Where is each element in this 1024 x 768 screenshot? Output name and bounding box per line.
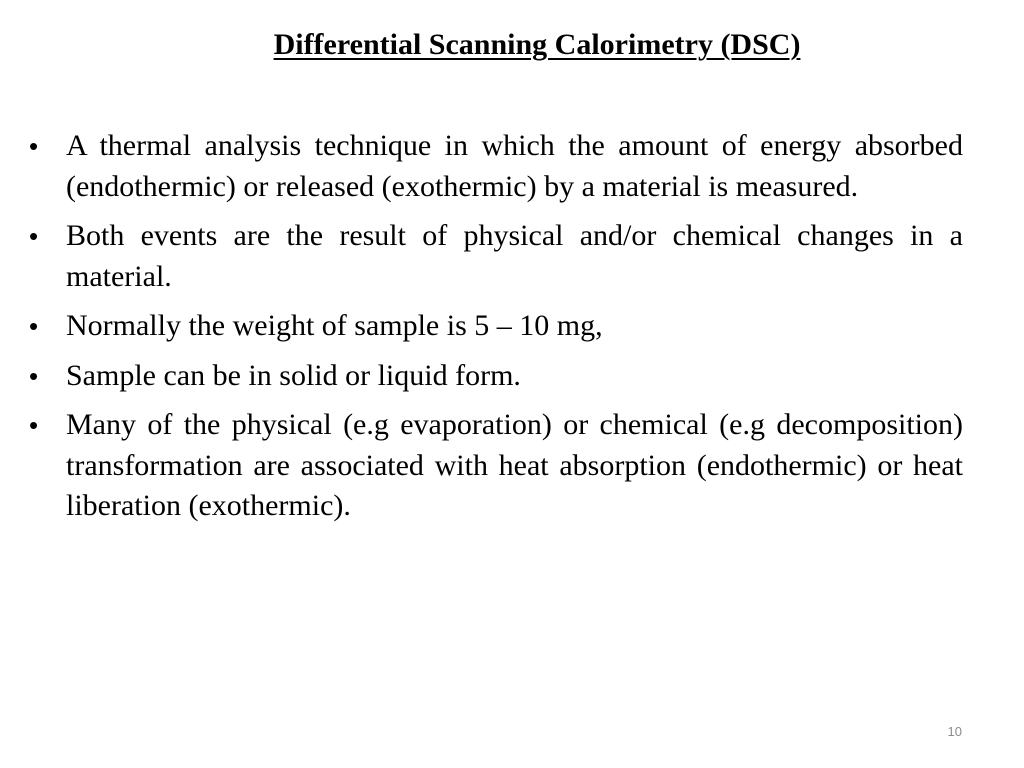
- bullet-icon: [29, 306, 41, 347]
- bullet-text: Normally the weight of sample is 5 – 10 mg,: [66, 309, 603, 342]
- bullet-text: Many of the physical (e.g evaporation) or chemical (e.g decomposition) transformation are associated with heat absorption (endothermic) or heat liberation (exothermic).: [66, 408, 963, 522]
- page-number: 10: [947, 724, 962, 739]
- slide-title: Differential Scanning Calorimetry (DSC): [273, 28, 801, 61]
- bullet-text: Both events are the result of physical and/or chemical changes in a material.: [66, 219, 963, 293]
- bullet-item: [29, 306, 963, 347]
- bullet-item: [29, 126, 963, 207]
- bullet-text: A thermal analysis technique in which the amount of energy absorbed (endothermic) or released (exothermic) by a material is measured.: [66, 129, 963, 203]
- bullet-item: [29, 216, 963, 297]
- bullet-icon: [29, 216, 41, 257]
- bullet-icon: [29, 126, 41, 167]
- bullet-icon: [29, 405, 41, 446]
- bullet-item: [29, 405, 963, 527]
- bullet-list: [29, 126, 963, 536]
- bullet-text: Sample can be in solid or liquid form.: [66, 358, 521, 392]
- bullet-item: [29, 356, 963, 397]
- bullet-icon: [29, 356, 41, 397]
